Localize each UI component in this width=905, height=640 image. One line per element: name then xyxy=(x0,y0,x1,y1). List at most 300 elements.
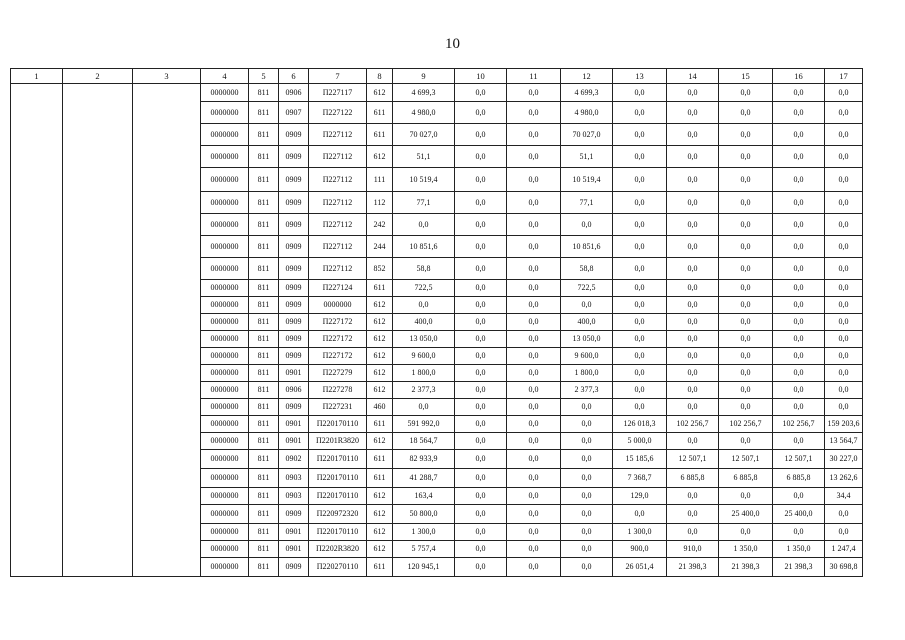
table-cell: 1 300,0 xyxy=(393,524,455,541)
table-cell: 0,0 xyxy=(667,433,719,450)
table-cell: 15 185,6 xyxy=(613,450,667,469)
empty-cell xyxy=(133,258,201,280)
table-cell: 159 203,6 xyxy=(825,416,863,433)
table-cell: 0,0 xyxy=(719,399,773,416)
table-cell: 0,0 xyxy=(719,146,773,168)
table-cell: П220170110 xyxy=(309,488,367,505)
table-cell: 70 027,0 xyxy=(561,124,613,146)
table-row xyxy=(11,168,863,192)
table-cell: 1 350,0 xyxy=(719,541,773,558)
empty-cell xyxy=(63,331,133,348)
table-cell: 0,0 xyxy=(773,331,825,348)
table-cell: 0000000 xyxy=(201,314,249,331)
table-cell: 0,0 xyxy=(507,524,561,541)
table-cell: 82 933,9 xyxy=(393,450,455,469)
table-cell: 612 xyxy=(367,331,393,348)
table-cell: 0000000 xyxy=(201,280,249,297)
table-cell: 722,5 xyxy=(393,280,455,297)
table-cell: 2 377,3 xyxy=(561,382,613,399)
table-cell: 21 398,3 xyxy=(667,558,719,577)
table-cell: 0909 xyxy=(279,168,309,192)
table-cell: 811 xyxy=(249,280,279,297)
table-cell: 0,0 xyxy=(561,505,613,524)
page-number: 10 xyxy=(445,36,460,52)
table-cell: 0,0 xyxy=(825,102,863,124)
table-cell: 0909 xyxy=(279,192,309,214)
table-cell: 2 377,3 xyxy=(393,382,455,399)
table-cell: 0,0 xyxy=(613,192,667,214)
table-cell: 0909 xyxy=(279,297,309,314)
table-cell: 6 885,8 xyxy=(773,469,825,488)
table-cell: 0000000 xyxy=(201,450,249,469)
table-cell: 400,0 xyxy=(393,314,455,331)
table-row xyxy=(11,192,863,214)
table-cell: 0,0 xyxy=(507,505,561,524)
table-row xyxy=(11,382,863,399)
empty-cell xyxy=(11,524,63,541)
table-cell: 0,0 xyxy=(667,214,719,236)
table-cell: 910,0 xyxy=(667,541,719,558)
table-cell: 0000000 xyxy=(201,102,249,124)
table-row xyxy=(11,365,863,382)
table-cell: 6 885,8 xyxy=(667,469,719,488)
table-cell: 0,0 xyxy=(719,102,773,124)
table-cell: 0,0 xyxy=(455,168,507,192)
table-cell: 244 xyxy=(367,236,393,258)
table-cell: 0901 xyxy=(279,416,309,433)
table-cell: 0,0 xyxy=(719,382,773,399)
table-cell: 0,0 xyxy=(773,314,825,331)
table-cell: 4 980,0 xyxy=(393,102,455,124)
table-cell: 26 051,4 xyxy=(613,558,667,577)
empty-cell xyxy=(63,84,133,102)
table-row xyxy=(11,469,863,488)
empty-cell xyxy=(133,365,201,382)
table-row xyxy=(11,102,863,124)
empty-cell xyxy=(133,348,201,365)
table-cell: 591 992,0 xyxy=(393,416,455,433)
table-cell: 612 xyxy=(367,314,393,331)
empty-cell xyxy=(133,331,201,348)
empty-cell xyxy=(11,146,63,168)
table-cell: 0000000 xyxy=(201,488,249,505)
empty-cell xyxy=(63,280,133,297)
table-cell: 0,0 xyxy=(613,365,667,382)
table-cell: 811 xyxy=(249,469,279,488)
table-cell: 0,0 xyxy=(719,297,773,314)
table-cell: 900,0 xyxy=(613,541,667,558)
table-cell: 58,8 xyxy=(561,258,613,280)
empty-cell xyxy=(133,399,201,416)
empty-cell xyxy=(133,524,201,541)
table-cell: 0909 xyxy=(279,214,309,236)
table-cell: 0,0 xyxy=(825,124,863,146)
empty-cell xyxy=(11,348,63,365)
table-cell: 0903 xyxy=(279,488,309,505)
table-cell: П227278 xyxy=(309,382,367,399)
table-cell: 0,0 xyxy=(667,84,719,102)
table-cell: 0909 xyxy=(279,505,309,524)
table-cell: 0,0 xyxy=(507,102,561,124)
empty-cell xyxy=(11,382,63,399)
column-header: 3 xyxy=(133,69,201,84)
empty-cell xyxy=(63,214,133,236)
empty-cell xyxy=(63,505,133,524)
table-cell: 0,0 xyxy=(455,102,507,124)
table-cell: 0,0 xyxy=(455,258,507,280)
table-cell: П220972320 xyxy=(309,505,367,524)
table-cell: 852 xyxy=(367,258,393,280)
table-cell: 0,0 xyxy=(667,258,719,280)
table-cell: 0,0 xyxy=(561,541,613,558)
table-cell: 0,0 xyxy=(825,280,863,297)
table-cell: 1 300,0 xyxy=(613,524,667,541)
table-row xyxy=(11,280,863,297)
table-cell: 611 xyxy=(367,558,393,577)
table-cell: 0909 xyxy=(279,280,309,297)
table-row xyxy=(11,416,863,433)
table-cell: 102 256,7 xyxy=(773,416,825,433)
empty-cell xyxy=(63,297,133,314)
table-body xyxy=(11,84,863,577)
column-header: 11 xyxy=(507,69,561,84)
column-header: 17 xyxy=(825,69,863,84)
column-header: 8 xyxy=(367,69,393,84)
table-cell: 0,0 xyxy=(507,331,561,348)
table-cell: 0,0 xyxy=(719,365,773,382)
table-cell: 0,0 xyxy=(773,192,825,214)
table-cell: 0,0 xyxy=(561,469,613,488)
table-cell: 0,0 xyxy=(507,280,561,297)
table-cell: 811 xyxy=(249,524,279,541)
table-cell: 0,0 xyxy=(507,168,561,192)
table-cell: 0000000 xyxy=(201,416,249,433)
empty-cell xyxy=(133,168,201,192)
table-cell: 77,1 xyxy=(393,192,455,214)
table-cell: 0,0 xyxy=(561,433,613,450)
table-cell: 0,0 xyxy=(719,192,773,214)
table-cell: 400,0 xyxy=(561,314,613,331)
table-cell: 0,0 xyxy=(507,214,561,236)
table-cell: 0,0 xyxy=(773,433,825,450)
table-cell: 10 519,4 xyxy=(561,168,613,192)
empty-cell xyxy=(63,399,133,416)
table-cell: 0,0 xyxy=(667,488,719,505)
table-cell: 10 851,6 xyxy=(393,236,455,258)
table-cell: 0,0 xyxy=(507,433,561,450)
table-cell: 811 xyxy=(249,382,279,399)
table-cell: П227112 xyxy=(309,214,367,236)
table-cell: 0,0 xyxy=(667,168,719,192)
table-cell: 0,0 xyxy=(455,331,507,348)
column-header: 6 xyxy=(279,69,309,84)
table-cell: 12 507,1 xyxy=(719,450,773,469)
table-cell: 0,0 xyxy=(667,297,719,314)
table-cell: 811 xyxy=(249,348,279,365)
table-cell: 0000000 xyxy=(201,297,249,314)
table-cell: 25 400,0 xyxy=(773,505,825,524)
table-cell: 6 885,8 xyxy=(719,469,773,488)
empty-cell xyxy=(63,416,133,433)
empty-cell xyxy=(133,84,201,102)
table-cell: 0,0 xyxy=(825,192,863,214)
table-cell: 0,0 xyxy=(455,524,507,541)
table-cell: 0,0 xyxy=(773,124,825,146)
empty-cell xyxy=(11,236,63,258)
empty-cell xyxy=(11,84,63,102)
empty-cell xyxy=(11,297,63,314)
header-row xyxy=(11,69,863,84)
table-cell: 0909 xyxy=(279,236,309,258)
empty-cell xyxy=(133,469,201,488)
table-cell: 0,0 xyxy=(773,280,825,297)
table-cell: 811 xyxy=(249,297,279,314)
table-cell: 811 xyxy=(249,102,279,124)
table-cell: 9 600,0 xyxy=(561,348,613,365)
table-cell: 0,0 xyxy=(667,192,719,214)
table-cell: 0901 xyxy=(279,433,309,450)
table-cell: 0909 xyxy=(279,331,309,348)
table-cell: 0,0 xyxy=(613,297,667,314)
column-header: 13 xyxy=(613,69,667,84)
table-cell: 0,0 xyxy=(825,331,863,348)
table-cell: 0,0 xyxy=(719,124,773,146)
empty-cell xyxy=(11,258,63,280)
table-cell: 811 xyxy=(249,399,279,416)
empty-cell xyxy=(63,541,133,558)
table-cell: 1 247,4 xyxy=(825,541,863,558)
table-cell: 12 507,1 xyxy=(667,450,719,469)
table-cell: 0,0 xyxy=(773,399,825,416)
table-cell: 0,0 xyxy=(825,168,863,192)
column-header: 1 xyxy=(11,69,63,84)
table-row xyxy=(11,348,863,365)
table-cell: 0,0 xyxy=(773,524,825,541)
empty-cell xyxy=(63,348,133,365)
table-cell: 0,0 xyxy=(613,168,667,192)
table-cell: 0,0 xyxy=(455,469,507,488)
table-cell: 0,0 xyxy=(773,348,825,365)
table-cell: 811 xyxy=(249,192,279,214)
column-header: 4 xyxy=(201,69,249,84)
table-cell: 111 xyxy=(367,168,393,192)
table-cell: 0,0 xyxy=(507,297,561,314)
table-cell: 0,0 xyxy=(719,314,773,331)
table-cell: 0,0 xyxy=(773,258,825,280)
table-cell: 0000000 xyxy=(201,469,249,488)
table-cell: 0,0 xyxy=(667,505,719,524)
table-cell: 611 xyxy=(367,469,393,488)
table-cell: 21 398,3 xyxy=(719,558,773,577)
table-cell: 0,0 xyxy=(455,558,507,577)
table-cell: 612 xyxy=(367,297,393,314)
empty-cell xyxy=(63,382,133,399)
table-cell: 10 851,6 xyxy=(561,236,613,258)
table-cell: 611 xyxy=(367,450,393,469)
table-cell: 0,0 xyxy=(507,541,561,558)
table-cell: 0,0 xyxy=(719,331,773,348)
table-cell: П227112 xyxy=(309,192,367,214)
table-row xyxy=(11,558,863,577)
table-cell: 0,0 xyxy=(773,382,825,399)
table-cell: 0,0 xyxy=(667,331,719,348)
empty-cell xyxy=(133,236,201,258)
table-cell: 612 xyxy=(367,146,393,168)
table-cell: 0,0 xyxy=(773,102,825,124)
table-cell: 0,0 xyxy=(825,214,863,236)
table-cell: 0,0 xyxy=(667,524,719,541)
table-cell: 1 800,0 xyxy=(393,365,455,382)
table-cell: 0906 xyxy=(279,84,309,102)
table-cell: 0,0 xyxy=(507,488,561,505)
table-cell: 0901 xyxy=(279,541,309,558)
table-cell: 70 027,0 xyxy=(393,124,455,146)
empty-cell xyxy=(11,124,63,146)
table-cell: 0909 xyxy=(279,558,309,577)
table-cell: 0,0 xyxy=(667,146,719,168)
table-cell: 0,0 xyxy=(455,433,507,450)
table-cell: 0909 xyxy=(279,146,309,168)
table-cell: 77,1 xyxy=(561,192,613,214)
table-cell: 611 xyxy=(367,102,393,124)
table-cell: 0,0 xyxy=(719,348,773,365)
empty-cell xyxy=(133,102,201,124)
table-cell: 0,0 xyxy=(773,488,825,505)
table-cell: 0,0 xyxy=(455,297,507,314)
column-header: 12 xyxy=(561,69,613,84)
table-cell: 0,0 xyxy=(561,558,613,577)
empty-cell xyxy=(133,558,201,577)
table-cell: 0,0 xyxy=(719,280,773,297)
table-cell: 0,0 xyxy=(613,146,667,168)
empty-cell xyxy=(63,469,133,488)
table-cell: 811 xyxy=(249,314,279,331)
table-cell: 0,0 xyxy=(773,214,825,236)
table-cell: 0000000 xyxy=(201,524,249,541)
empty-cell xyxy=(11,168,63,192)
table-cell: 0,0 xyxy=(719,524,773,541)
table-cell: 612 xyxy=(367,524,393,541)
table-cell: П227112 xyxy=(309,124,367,146)
empty-cell xyxy=(11,331,63,348)
table-cell: 722,5 xyxy=(561,280,613,297)
table-cell: 612 xyxy=(367,382,393,399)
table-cell: 0,0 xyxy=(825,524,863,541)
column-header: 5 xyxy=(249,69,279,84)
table-cell: П227112 xyxy=(309,236,367,258)
column-header: 16 xyxy=(773,69,825,84)
table-cell: 0,0 xyxy=(613,124,667,146)
table-cell: 21 398,3 xyxy=(773,558,825,577)
table-row xyxy=(11,331,863,348)
table-cell: 0,0 xyxy=(507,469,561,488)
table-cell: 0,0 xyxy=(613,102,667,124)
table-cell: 0,0 xyxy=(561,488,613,505)
empty-cell xyxy=(11,433,63,450)
empty-cell xyxy=(63,258,133,280)
table-cell: 1 350,0 xyxy=(773,541,825,558)
table-cell: 811 xyxy=(249,433,279,450)
table-cell: 242 xyxy=(367,214,393,236)
table-row xyxy=(11,450,863,469)
table-cell: П227117 xyxy=(309,84,367,102)
table-cell: 0,0 xyxy=(507,348,561,365)
table-cell: 612 xyxy=(367,348,393,365)
table-cell: 13 564,7 xyxy=(825,433,863,450)
table-cell: 0,0 xyxy=(613,236,667,258)
table-cell: 0909 xyxy=(279,348,309,365)
table-cell: 13 050,0 xyxy=(393,331,455,348)
empty-cell xyxy=(11,488,63,505)
table-cell: П227124 xyxy=(309,280,367,297)
table-cell: 0,0 xyxy=(773,365,825,382)
table-cell: 0909 xyxy=(279,399,309,416)
table-cell: 0000000 xyxy=(201,214,249,236)
table-cell: 811 xyxy=(249,365,279,382)
table-cell: 0,0 xyxy=(825,84,863,102)
table-cell: 0,0 xyxy=(825,236,863,258)
table-cell: 0901 xyxy=(279,524,309,541)
budget-table xyxy=(10,68,863,577)
table-cell: 0,0 xyxy=(455,416,507,433)
empty-cell xyxy=(133,192,201,214)
table-row xyxy=(11,146,863,168)
table-cell: 1 800,0 xyxy=(561,365,613,382)
table-cell: 0,0 xyxy=(825,297,863,314)
table-cell: 0,0 xyxy=(455,192,507,214)
table-cell: 0,0 xyxy=(393,297,455,314)
table-cell: 460 xyxy=(367,399,393,416)
table-cell: 0000000 xyxy=(201,348,249,365)
table-cell: 0,0 xyxy=(667,102,719,124)
table-cell: 0000000 xyxy=(201,168,249,192)
table-cell: 612 xyxy=(367,365,393,382)
table-cell: 811 xyxy=(249,331,279,348)
empty-cell xyxy=(63,524,133,541)
table-cell: 611 xyxy=(367,124,393,146)
table-cell: 811 xyxy=(249,236,279,258)
empty-cell xyxy=(133,433,201,450)
table-cell: 0,0 xyxy=(507,146,561,168)
table-cell: 0,0 xyxy=(507,258,561,280)
table-cell: 0,0 xyxy=(393,214,455,236)
empty-cell xyxy=(11,416,63,433)
column-header: 9 xyxy=(393,69,455,84)
table-cell: 0,0 xyxy=(455,280,507,297)
table-cell: 0000000 xyxy=(201,258,249,280)
table-cell: 0000000 xyxy=(201,365,249,382)
table-cell: 0,0 xyxy=(773,84,825,102)
table-cell: 0,0 xyxy=(613,84,667,102)
empty-cell xyxy=(11,399,63,416)
table-cell: 0,0 xyxy=(507,192,561,214)
table-cell: 0000000 xyxy=(201,558,249,577)
table-cell: 58,8 xyxy=(393,258,455,280)
table-cell: 0,0 xyxy=(455,84,507,102)
table-cell: 0,0 xyxy=(507,399,561,416)
table-cell: 30 227,0 xyxy=(825,450,863,469)
table-cell: 811 xyxy=(249,258,279,280)
table-cell: 0,0 xyxy=(719,433,773,450)
empty-cell xyxy=(133,214,201,236)
table-cell: 0000000 xyxy=(201,541,249,558)
table-cell: 0,0 xyxy=(455,348,507,365)
table-cell: 811 xyxy=(249,84,279,102)
table-cell: 0000000 xyxy=(201,124,249,146)
table-row xyxy=(11,84,863,102)
table-cell: 0,0 xyxy=(773,146,825,168)
table-cell: 0906 xyxy=(279,382,309,399)
